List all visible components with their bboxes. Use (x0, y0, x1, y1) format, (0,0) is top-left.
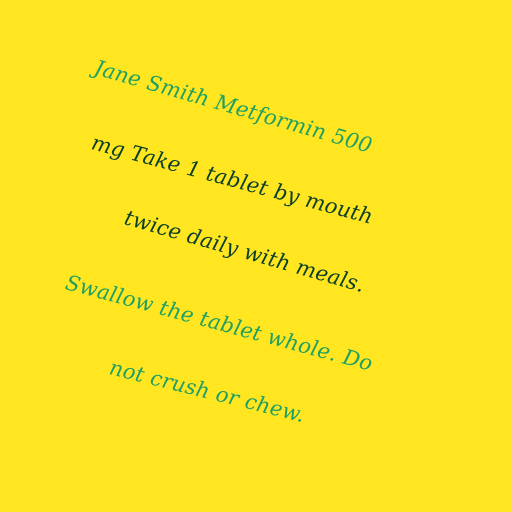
note-line-2: mg Take 1 tablet by mouth (88, 130, 376, 229)
note-line-1: Jane Smith Metformin 500 (91, 55, 375, 158)
note-line-3: twice daily with meals. (121, 205, 368, 298)
note-line-4: Swallow the tablet whole. Do (62, 270, 376, 376)
note-line-5: not crush or chew. (107, 355, 308, 428)
